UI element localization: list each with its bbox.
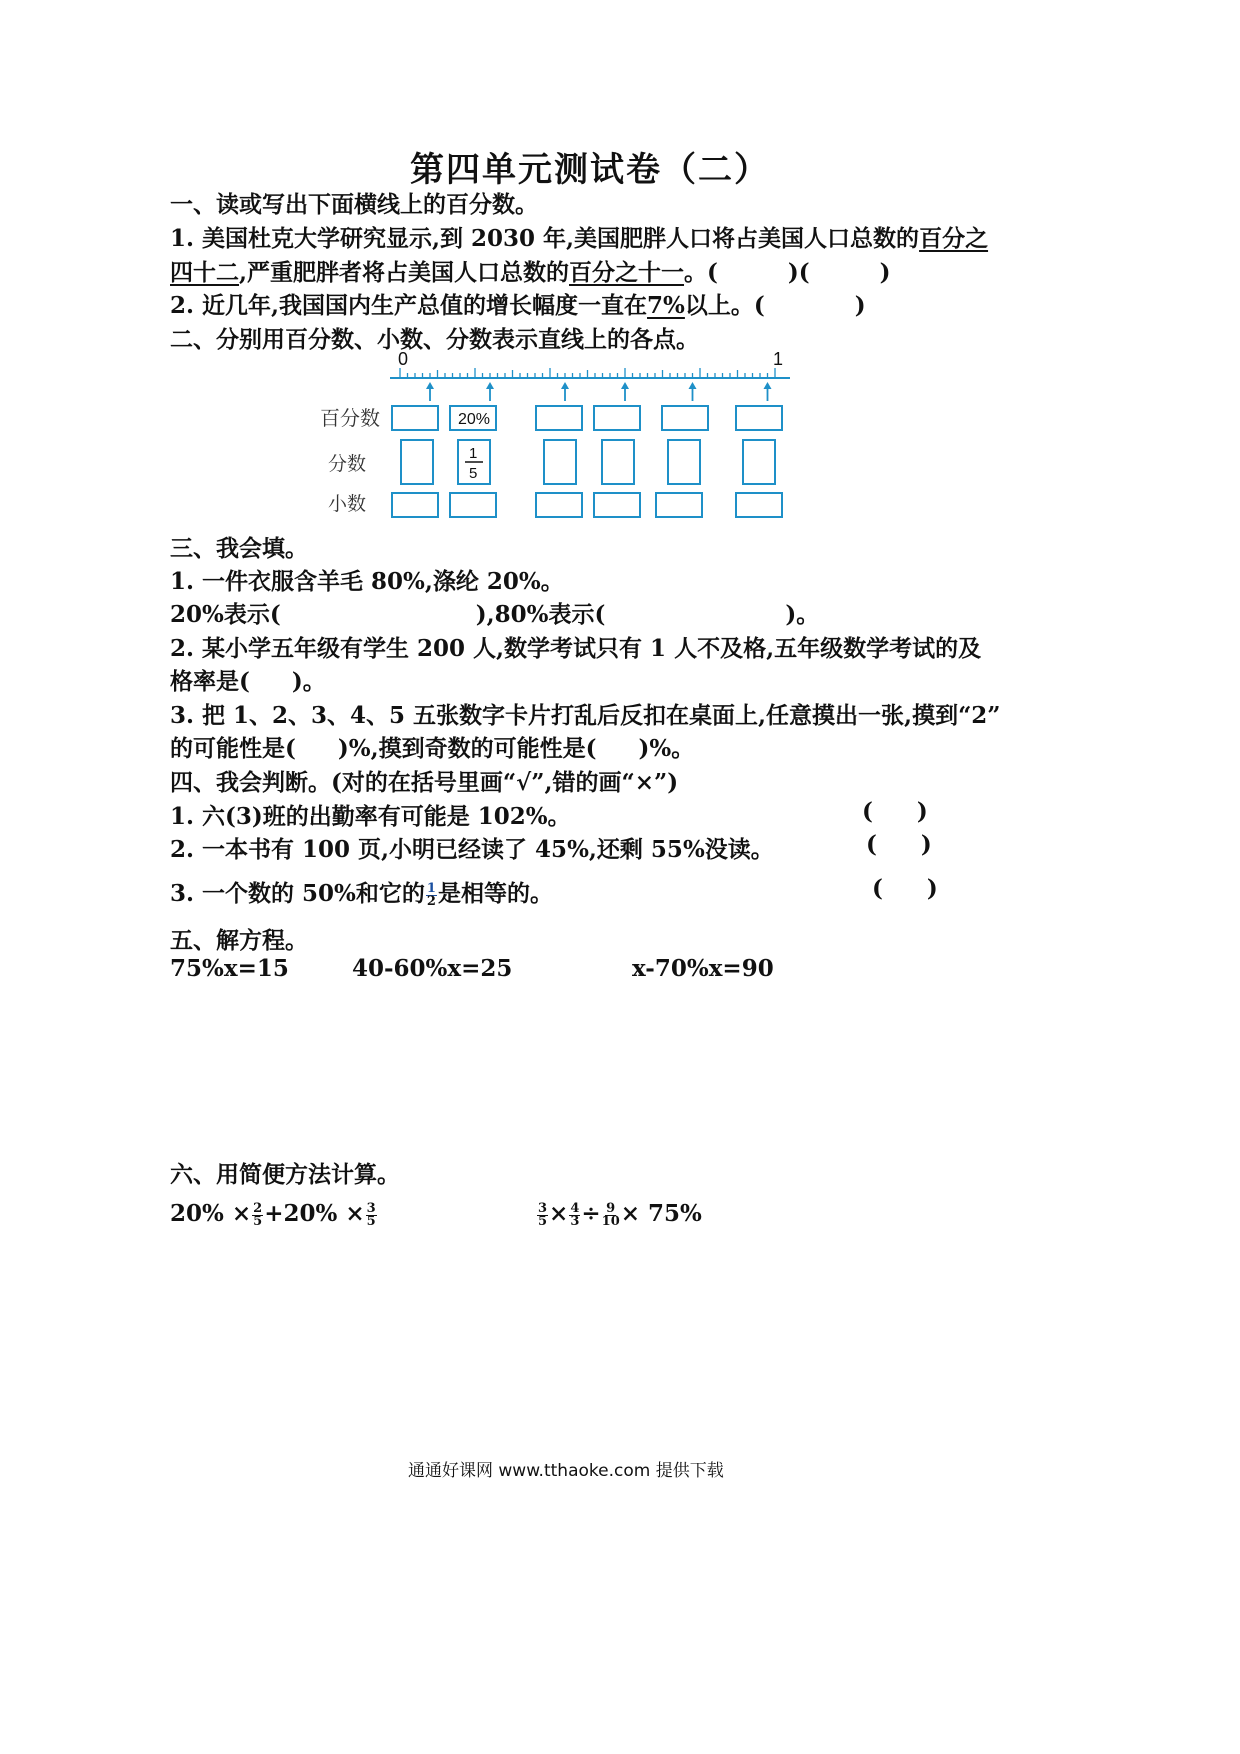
s1-q2-underlined: 7%	[647, 292, 685, 319]
fraction-box-2-denominator: 5	[469, 465, 478, 482]
s1-q2-paren-open: 以上。(	[684, 292, 765, 319]
s1-q1-text-b: ,严重肥胖者将占美国人口总数的	[239, 259, 570, 286]
number-line-arrows	[426, 382, 772, 401]
s3-q3-line1: 3. 把 1、2、3、4、5 五张数字卡片打乱后反扣在桌面上,任意摸出一张,摸到“2”	[170, 702, 1001, 729]
s3-q2-line2	[170, 663, 326, 696]
section-5-heading: 五、解方程。	[170, 927, 308, 954]
s3-q3-mid: )%,摸到奇数的可能性是(	[337, 735, 597, 762]
percent-box-4[interactable]	[594, 406, 640, 430]
s4-q3-text-b: 是相等的。	[437, 880, 553, 907]
s4-q2-paren-close: )	[920, 831, 932, 858]
calc-1-part-a: 20% ×	[170, 1200, 252, 1227]
s4-q2-paren-open: (	[866, 831, 877, 858]
s4-q3-paren-close: )	[926, 875, 938, 902]
decimal-box-6[interactable]	[736, 493, 782, 517]
s1-q2-line	[170, 287, 866, 320]
percent-box-6[interactable]	[736, 406, 782, 430]
decimal-box-2[interactable]	[450, 493, 496, 517]
s3-q3-paren-open-1: 的可能性是(	[170, 735, 296, 762]
section-6-heading: 六、用简便方法计算。	[170, 1161, 400, 1188]
row-label-percent: 百分数	[320, 406, 380, 430]
decimal-box-3[interactable]	[536, 493, 582, 517]
arrow-up-icon	[764, 382, 772, 389]
s1-q2-paren-close: )	[854, 292, 866, 319]
row-label-decimal: 小数	[328, 493, 367, 515]
section-4-heading: 四、我会判断。(对的在括号里画“√”,错的画“×”)	[170, 769, 679, 796]
s3-q1-fill-c: )。	[785, 601, 820, 628]
s4-q3	[170, 875, 553, 908]
s4-q3-answer-paren[interactable]	[872, 875, 938, 902]
s1-q1-paren-mid: )(	[787, 259, 810, 286]
s3-q1-fill-a: 20%表示(	[170, 601, 281, 628]
section-3-heading: 三、我会填。	[170, 535, 308, 562]
percent-box-2-value: 20%	[458, 411, 491, 428]
calc-1-fraction-2: $\frac{3}{5}$	[366, 1200, 376, 1229]
s4-q2: 2. 一本书有 100 页,小明已经读了 45%,还剩 55%没读。	[170, 836, 774, 863]
fraction-box-6[interactable]	[743, 440, 775, 484]
decimal-box-1[interactable]	[392, 493, 438, 517]
calc-2-fraction-1: $\frac{3}{5}$	[538, 1200, 548, 1229]
calc-1	[170, 1200, 378, 1228]
fraction-box-2-numerator: 1	[469, 445, 478, 462]
calc-2-tail: × 75%	[620, 1200, 702, 1227]
equation-1: 75%x=15	[170, 955, 289, 982]
s3-q1-fill-b: ),80%表示(	[475, 601, 606, 628]
arrow-up-icon	[486, 382, 494, 389]
s4-q1-paren-open: (	[862, 798, 873, 825]
arrow-up-icon	[561, 382, 569, 389]
s1-q1-line1	[170, 220, 988, 253]
s1-q1-paren-close: )	[879, 259, 891, 286]
fraction-box-5[interactable]	[668, 440, 700, 484]
number-line-figure	[300, 345, 820, 530]
s3-q1: 1. 一件衣服含羊毛 80%,涤纶 20%。	[170, 568, 564, 595]
decimal-box-5[interactable]	[656, 493, 702, 517]
s3-q3-end: )%。	[638, 735, 695, 762]
calc-2-fraction-3: $\frac{9}{10}$	[601, 1200, 620, 1229]
fraction-box-3[interactable]	[544, 440, 576, 484]
s3-q1-fill-line	[170, 596, 819, 629]
axis-end-label: 1	[773, 349, 784, 369]
s4-q3-text-a: 3. 一个数的 50%和它的	[170, 880, 425, 907]
s3-q2-paren-open: 格率是(	[170, 668, 250, 695]
calc-2-fraction-2: $\frac{4}{3}$	[570, 1200, 580, 1229]
section-2-heading: 二、分别用百分数、小数、分数表示直线上的各点。	[170, 326, 699, 353]
section-1-heading: 一、读或写出下面横线上的百分数。	[170, 191, 538, 218]
percent-box-3[interactable]	[536, 406, 582, 430]
s4-q1-answer-paren[interactable]	[862, 798, 928, 825]
footer-credit: 通通好课网 www.tthaoke.com 提供下载	[408, 1461, 724, 1481]
number-line-ticks	[400, 368, 775, 378]
arrow-up-icon	[426, 382, 434, 389]
percent-box-5[interactable]	[662, 406, 708, 430]
calc-2	[536, 1200, 702, 1228]
s1-q1-text-a: 1. 美国杜克大学研究显示,到 2030 年,美国肥胖人口将占美国人口总数的	[170, 225, 920, 252]
page-title: 第四单元测试卷（二）	[410, 150, 770, 190]
s1-q2-text-a: 2. 近几年,我国国内生产总值的增长幅度一直在	[170, 292, 648, 319]
row-label-fraction: 分数	[328, 453, 367, 475]
equation-3: x-70%x=90	[632, 955, 774, 982]
s3-q3-line2	[170, 730, 694, 763]
s4-q3-paren-open: (	[872, 875, 883, 902]
axis-start-label: 0	[398, 349, 409, 369]
s1-q1-underlined-1a: 百分之	[919, 225, 989, 252]
calc-2-times: ×	[549, 1200, 569, 1227]
fraction-box-4[interactable]	[602, 440, 634, 484]
s4-q2-answer-paren[interactable]	[866, 831, 932, 858]
s4-q1-paren-close: )	[916, 798, 928, 825]
arrow-up-icon	[689, 382, 697, 389]
calc-1-fraction-1: $\frac{2}{5}$	[253, 1200, 263, 1229]
s1-q1-underlined-2: 百分之十一	[569, 259, 685, 286]
equation-2: 40-60%x=25	[352, 955, 513, 982]
s4-q1: 1. 六(3)班的出勤率有可能是 102%。	[170, 803, 571, 830]
s1-q1-paren-open: 。(	[684, 259, 718, 286]
fraction-box-1[interactable]	[401, 440, 433, 484]
s1-q1-line2	[170, 254, 891, 287]
s1-q1-underlined-1b: 四十二	[170, 259, 239, 286]
s3-q2-paren-close: )。	[291, 668, 326, 695]
percent-box-1[interactable]	[392, 406, 438, 430]
s3-q2-line1: 2. 某小学五年级有学生 200 人,数学考试只有 1 人不及格,五年级数学考试的及	[170, 635, 982, 662]
s4-q3-fraction: $\frac{1}{2}$	[426, 880, 436, 909]
arrow-up-icon	[621, 382, 629, 389]
calc-2-divide: ÷	[581, 1200, 601, 1227]
decimal-box-4[interactable]	[594, 493, 640, 517]
calc-1-part-b: +20% ×	[264, 1200, 365, 1227]
